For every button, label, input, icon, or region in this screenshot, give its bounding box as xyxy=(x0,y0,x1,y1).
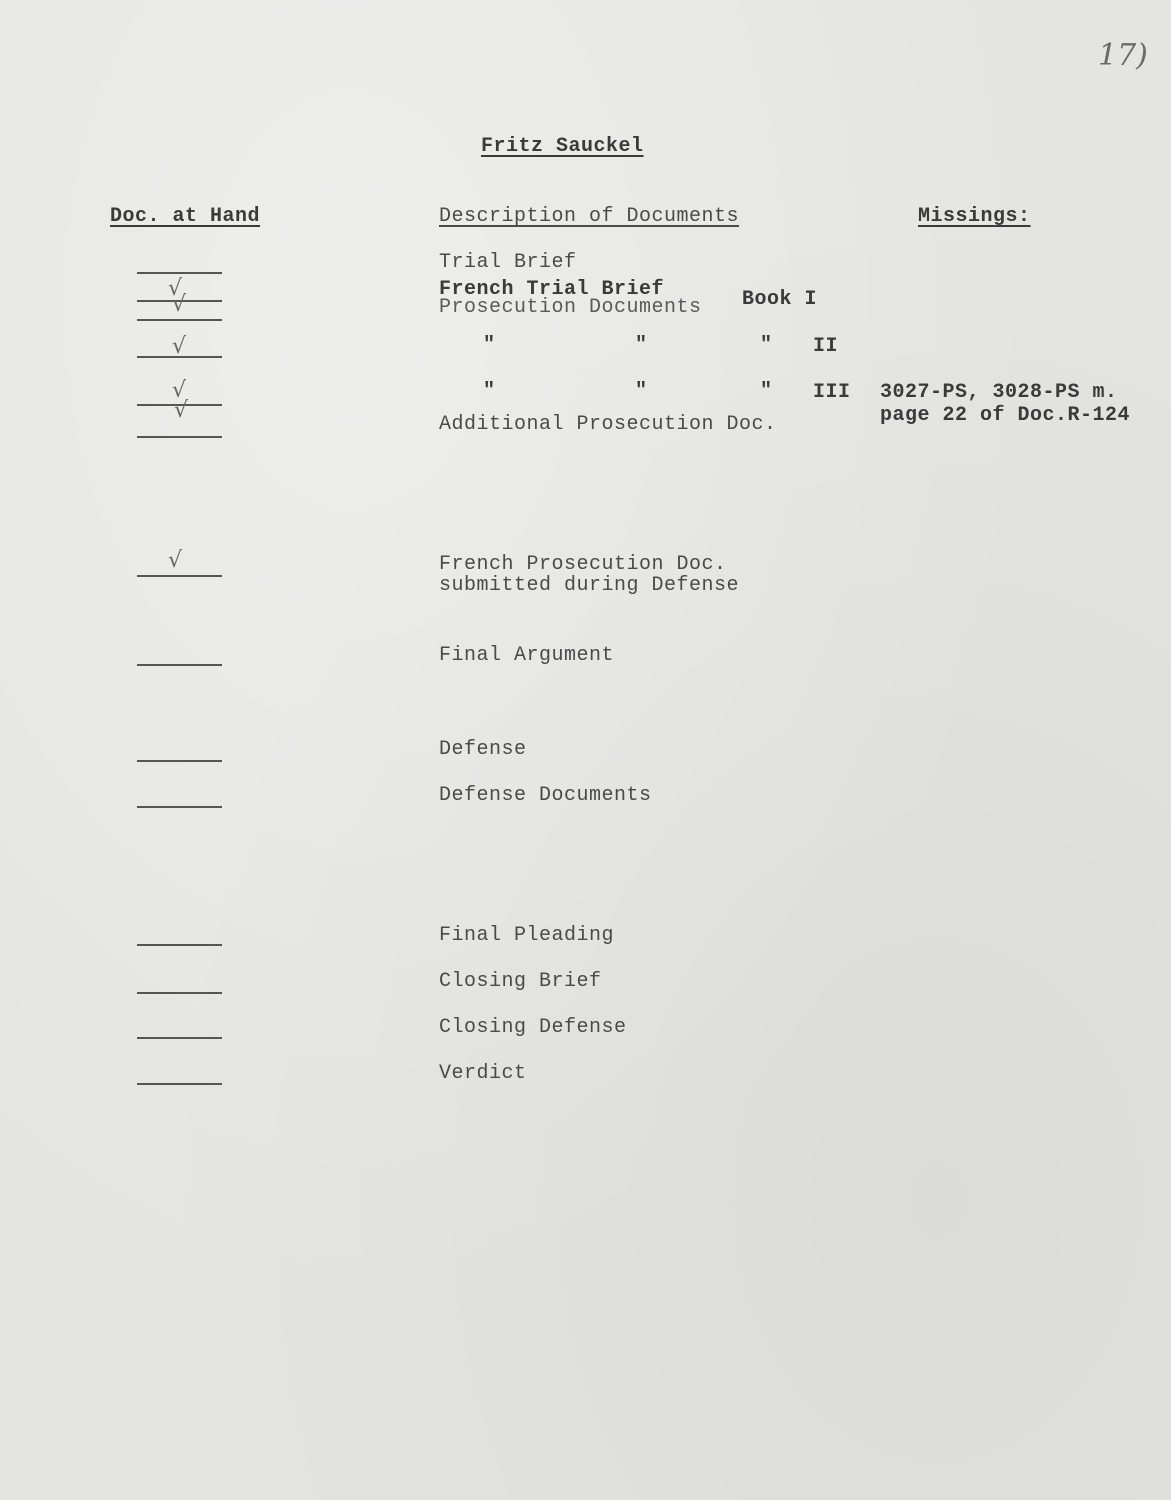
missings-line2: page 22 of Doc.R-124 xyxy=(880,404,1131,427)
item-closing-brief: Closing Brief xyxy=(439,970,602,993)
header-missings: Missings: xyxy=(918,205,1031,228)
item-french-prosecution-line2: submitted during Defense xyxy=(439,574,740,597)
rule-closing-defense xyxy=(137,1037,222,1039)
item-trial-brief: Trial Brief xyxy=(439,251,577,274)
rule-closing-brief xyxy=(137,992,222,994)
ditto-iii-2: " xyxy=(635,380,648,403)
item-french-prosecution-line1: French Prosecution Doc. xyxy=(439,553,727,576)
check-mark-book-i: √ xyxy=(172,292,187,317)
item-book-iii: III xyxy=(813,381,851,404)
header-description: Description of Documents xyxy=(439,205,740,228)
item-prosecution-documents: Prosecution Documents xyxy=(439,296,702,319)
item-book-ii: II xyxy=(813,335,839,358)
item-final-argument: Final Argument xyxy=(439,644,615,667)
item-book-label: Book I xyxy=(742,288,818,311)
rule-final-pleading xyxy=(137,944,222,946)
check-mark-french-prosecution: √ xyxy=(168,548,183,573)
check-mark-book-ii: √ xyxy=(172,334,187,359)
rule-trial-brief xyxy=(137,272,222,274)
rule-verdict xyxy=(137,1083,222,1085)
rule-book-i xyxy=(137,319,222,321)
rule-defense xyxy=(137,760,222,762)
check-mark-additional: √ xyxy=(174,398,189,423)
item-final-pleading: Final Pleading xyxy=(439,924,615,947)
item-additional-prosecution: Additional Prosecution Doc. xyxy=(439,413,777,436)
rule-defense-documents xyxy=(137,806,222,808)
document-title: Fritz Sauckel xyxy=(481,135,644,158)
item-closing-defense: Closing Defense xyxy=(439,1016,627,1039)
page-number: 17) xyxy=(1098,38,1148,73)
ditto-iii-3: " xyxy=(760,380,773,403)
rule-final-argument xyxy=(137,664,222,666)
check-mark-book-iii: √ xyxy=(172,378,187,403)
ditto-ii-1: " xyxy=(483,334,496,357)
check-mark-french-trial-brief: √ xyxy=(168,276,183,301)
ditto-iii-1: " xyxy=(483,380,496,403)
item-defense-documents: Defense Documents xyxy=(439,784,652,807)
missings-line1: 3027-PS, 3028-PS m. xyxy=(880,381,1118,404)
rule-french-prosecution xyxy=(137,575,222,577)
item-french-trial-brief: French Trial Brief xyxy=(439,278,665,301)
ditto-ii-2: " xyxy=(635,334,648,357)
item-verdict: Verdict xyxy=(439,1062,527,1085)
item-defense: Defense xyxy=(439,738,527,761)
ditto-ii-3: " xyxy=(760,334,773,357)
header-doc-at-hand: Doc. at Hand xyxy=(110,205,261,228)
rule-additional xyxy=(137,436,222,438)
